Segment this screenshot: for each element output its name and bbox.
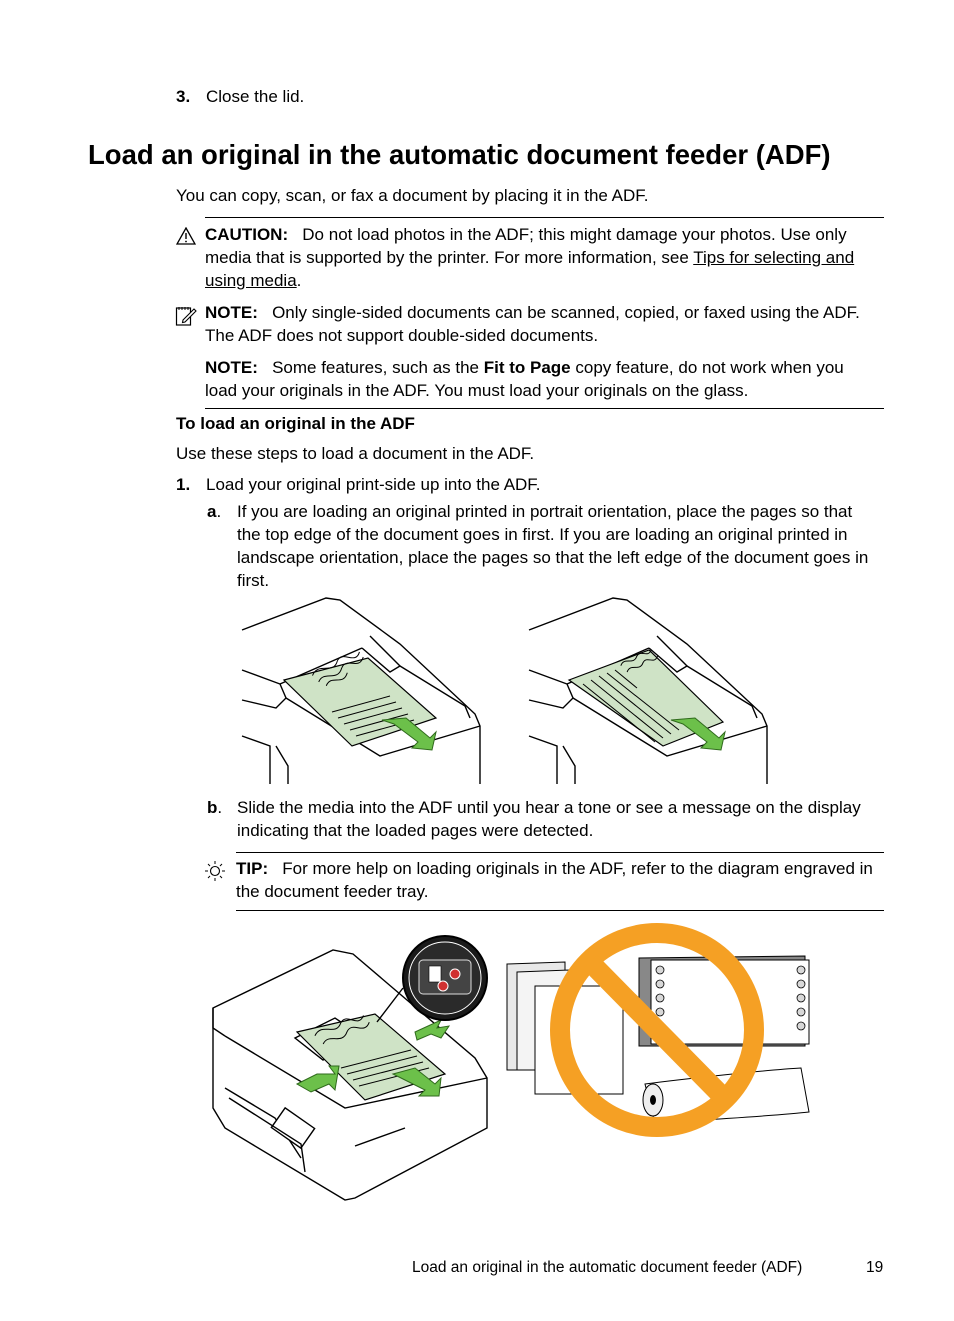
- intro-paragraph: You can copy, scan, or fax a document by placing it in the ADF.: [176, 186, 649, 205]
- adf-landscape-illustration: [527, 596, 772, 784]
- prohibited-media-illustration: [505, 920, 815, 1142]
- caution-icon: [176, 227, 196, 245]
- caution-note: [205, 223, 873, 292]
- lightbulb-icon: [204, 860, 226, 882]
- note-icon: [175, 305, 197, 327]
- substep-label: a: [207, 502, 217, 521]
- step-number: 3.: [176, 87, 191, 106]
- note-block-bottom-rule: [205, 408, 884, 409]
- substep-label: b: [207, 798, 218, 817]
- substep-b: b. Slide the media into the ADF until you hear a tone or see a message on the display indicating that the loaded pages were detected.: [207, 796, 222, 819]
- printer-adf-illustration: [205, 928, 490, 1208]
- procedure-title: To load an original in the ADF: [176, 414, 415, 433]
- substep-text: Slide the media into the ADF until you hear a tone or see a message on the display indicating that the loaded pages were detected.: [237, 798, 861, 840]
- substep-text: If you are loading an original printed in portrait orientation, place the pages so that the top edge of the document goes in first. If you are loading an original printed in landscape orientation, place the pages so that the left edge of the document goes in first.: [237, 502, 869, 590]
- tip-text: For more help on loading originals in the ADF, refer to the diagram engraved in the document feeder tray.: [236, 859, 873, 901]
- note-1-text: Only single-sided documents can be scanned, copied, or faxed using the ADF. The ADF does not support double-sided documents.: [205, 303, 860, 345]
- tips-link[interactable]: Tips for selecting and using media: [205, 248, 855, 290]
- tip-label: TIP:: [236, 859, 269, 878]
- adf-portrait-illustration: [240, 596, 485, 784]
- note-1-label: NOTE:: [205, 303, 258, 322]
- note-2: [205, 356, 873, 402]
- tip-top-rule: [236, 852, 884, 853]
- step-text: Load your original print-side up into the ADF.: [206, 475, 541, 494]
- note-2-text-before: Some features, such as the: [272, 358, 484, 377]
- substep-a: a. If you are loading an original printed in portrait orientation, place the pages so that the top edge of the document goes in first. If you are loading an original printed in landscape orientation, place the pages so that the left edge of the document goes in first.: [207, 500, 221, 523]
- step-3: [176, 85, 305, 108]
- caution-label: CAUTION:: [205, 225, 289, 244]
- step-1: [176, 473, 541, 496]
- step-text: Close the lid.: [206, 87, 305, 106]
- fit-to-page-term: Fit to Page: [483, 358, 571, 377]
- caution-text: Do not load photos in the ADF; this might damage your photos. Use only media that is supported by the printer. For more information, see: [205, 225, 847, 267]
- page-number: 19: [866, 1259, 884, 1276]
- tip-note: [236, 857, 873, 903]
- footer-title: Load an original in the automatic document feeder (ADF): [412, 1259, 803, 1276]
- note-1: [205, 301, 873, 347]
- tip-bottom-rule: [236, 910, 884, 911]
- note-2-label: NOTE:: [205, 358, 258, 377]
- section-heading: Load an original in the automatic document feeder (ADF): [88, 139, 831, 170]
- step-number: 1.: [176, 475, 191, 494]
- caution-end: .: [296, 271, 302, 290]
- note-block-top-rule: [205, 217, 884, 218]
- note-2-text-after: copy feature, do not work when you load your originals in the ADF. You must load your originals on the glass.: [205, 358, 844, 400]
- procedure-intro: Use these steps to load a document in the ADF.: [176, 444, 535, 463]
